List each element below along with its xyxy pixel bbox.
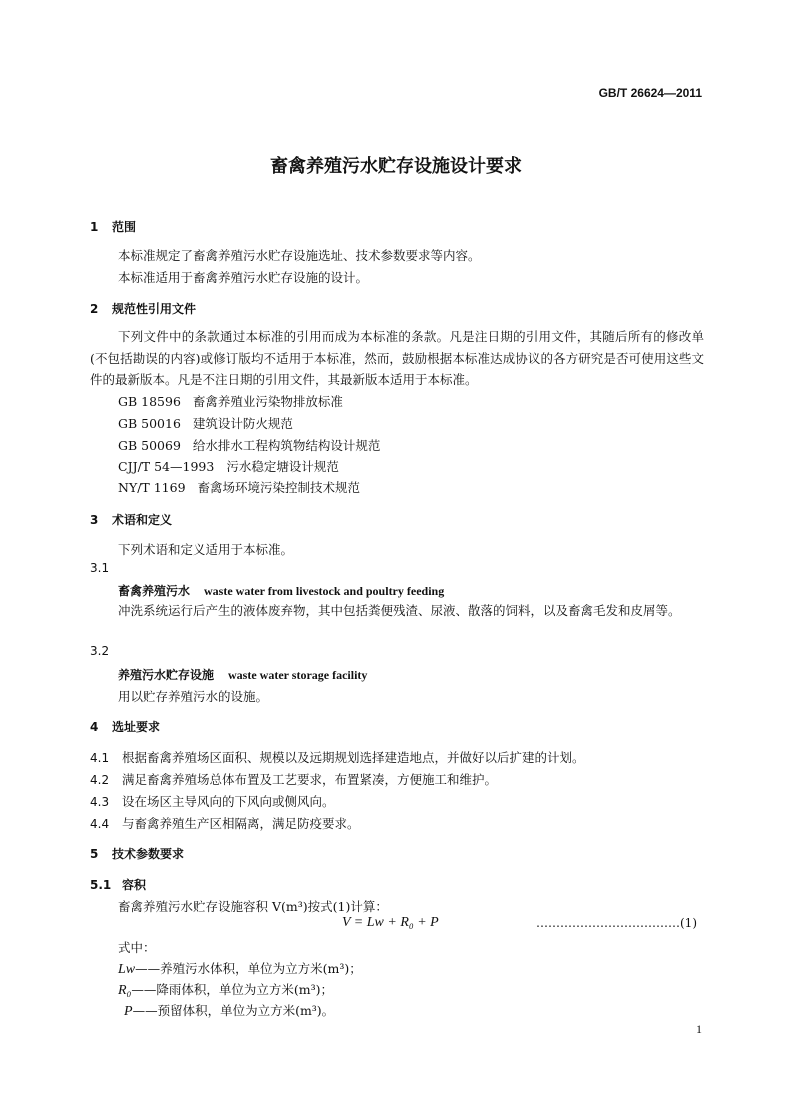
reference-item [118, 457, 339, 475]
reference-code: GB 50016 [118, 416, 181, 431]
scope-paragraph-1: 本标准规定了畜禽养殖污水贮存设施选址、技术参数要求等内容。 [118, 248, 481, 263]
term-chinese: 畜禽养殖污水 [118, 584, 191, 598]
variable-item [118, 959, 362, 978]
document-title: 畜禽养殖污水贮存设施设计要求 [270, 156, 522, 177]
clause-text: 设在场区主导风向的下风向或侧风向。 [122, 794, 335, 809]
clause-item [90, 748, 585, 766]
reference-code: GB 18596 [118, 394, 181, 409]
reference-item [118, 436, 380, 454]
variable-description: ——降雨体积，单位为立方米(m³)； [131, 982, 334, 997]
variable-symbol: Lw [118, 962, 136, 977]
section-title: 技术参数要求 [112, 847, 185, 861]
variable-item [124, 1001, 334, 1020]
section-number: 3 [90, 513, 99, 527]
term-english: waste water from livestock and poultry feeding [204, 584, 445, 598]
clause-number: 4.1 [90, 751, 110, 765]
section-number: 1 [90, 220, 99, 234]
section-3-heading [90, 511, 172, 528]
reference-code: GB 50069 [118, 438, 181, 453]
section-1-heading [90, 218, 136, 235]
variable-symbol: R₀ [118, 983, 132, 998]
term-heading [118, 582, 444, 599]
where-label: 式中： [118, 940, 156, 955]
reference-title: 畜禽养殖业污染物排放标准 [192, 394, 343, 409]
term-english: waste water storage facility [228, 668, 368, 682]
section-title: 术语和定义 [112, 513, 173, 527]
section-number: 2 [90, 302, 99, 316]
variable-description: ——养殖污水体积，单位为立方米(m³)； [135, 961, 362, 976]
subsection-5-1-heading [90, 876, 146, 893]
clause-number: 4.3 [90, 795, 110, 809]
page-number: 1 [696, 1022, 702, 1036]
clause-item [90, 770, 497, 788]
clause-number: 4.4 [90, 817, 110, 831]
reference-title: 污水稳定塘设计规范 [226, 459, 339, 474]
reference-item [118, 414, 293, 432]
scope-paragraph-2: 本标准适用于畜禽养殖污水贮存设施的设计。 [118, 270, 369, 285]
equation-number: ………………………………(1) [536, 916, 697, 930]
section-5-heading [90, 845, 184, 862]
section-4-heading [90, 718, 160, 735]
variable-description: ——预留体积，单位为立方米(m³)。 [132, 1003, 335, 1018]
clause-text: 根据畜禽养殖场区面积、规模以及远期规划选择建造地点，并做好以后扩建的计划。 [122, 750, 585, 765]
reference-code: NY/T 1169 [118, 480, 186, 495]
normative-references-intro: 下列文件中的条款通过本标准的引用而成为本标准的条款。凡是注日期的引用文件，其随后所有的修改单(不包括勘误的内容)或修订版均不适用于本标准，然而，鼓励根据本标准达成协议的各方研究是否可使用这些文件的最新版本。凡是不注日期的引用文件，其最新版本适用于本标准。 [90, 329, 704, 387]
variable-item [118, 980, 333, 999]
reference-item [118, 478, 360, 496]
section-number: 4 [90, 720, 99, 734]
section-2-heading [90, 300, 196, 317]
reference-title: 给水排水工程构筑物结构设计规范 [192, 438, 381, 453]
clause-text: 与畜禽养殖生产区相隔离，满足防疫要求。 [122, 816, 360, 831]
clause-number: 4.2 [90, 773, 110, 787]
term-definition: 冲洗系统运行后产生的液体废弃物，其中包括粪便残渣、尿液、散落的饲料，以及畜禽毛发和皮屑等。 [118, 603, 681, 618]
term-chinese: 养殖污水贮存设施 [118, 668, 215, 682]
clause-text: 满足畜禽养殖场总体布置及工艺要求，布置紧凑，方便施工和维护。 [122, 772, 498, 787]
reference-item [118, 392, 343, 410]
reference-title: 建筑设计防火规范 [192, 416, 293, 431]
standard-number: GB/T 26624—2011 [598, 86, 702, 100]
capacity-intro: 畜禽养殖污水贮存设施容积 V(m³)按式(1)计算： [118, 899, 388, 914]
variable-symbol: P [124, 1004, 133, 1019]
term-heading [118, 666, 367, 683]
subsection-title: 容积 [122, 878, 147, 892]
section-title: 选址要求 [112, 720, 161, 734]
clause-item [90, 792, 335, 810]
term-number: 3.1 [90, 561, 110, 575]
clause-item [90, 814, 360, 832]
section-number: 5 [90, 847, 99, 861]
reference-title: 畜禽场环境污染控制技术规范 [197, 480, 361, 495]
subsection-number: 5.1 [90, 878, 112, 892]
section-title: 规范性引用文件 [112, 302, 197, 316]
term-definition: 用以贮存养殖污水的设施。 [118, 689, 269, 704]
reference-code: CJJ/T 54—1993 [118, 459, 215, 474]
formula: V = Lw + R₀ + P [342, 915, 439, 930]
terms-intro: 下列术语和定义适用于本标准。 [118, 542, 294, 557]
section-title: 范围 [112, 220, 137, 234]
term-number: 3.2 [90, 644, 110, 658]
